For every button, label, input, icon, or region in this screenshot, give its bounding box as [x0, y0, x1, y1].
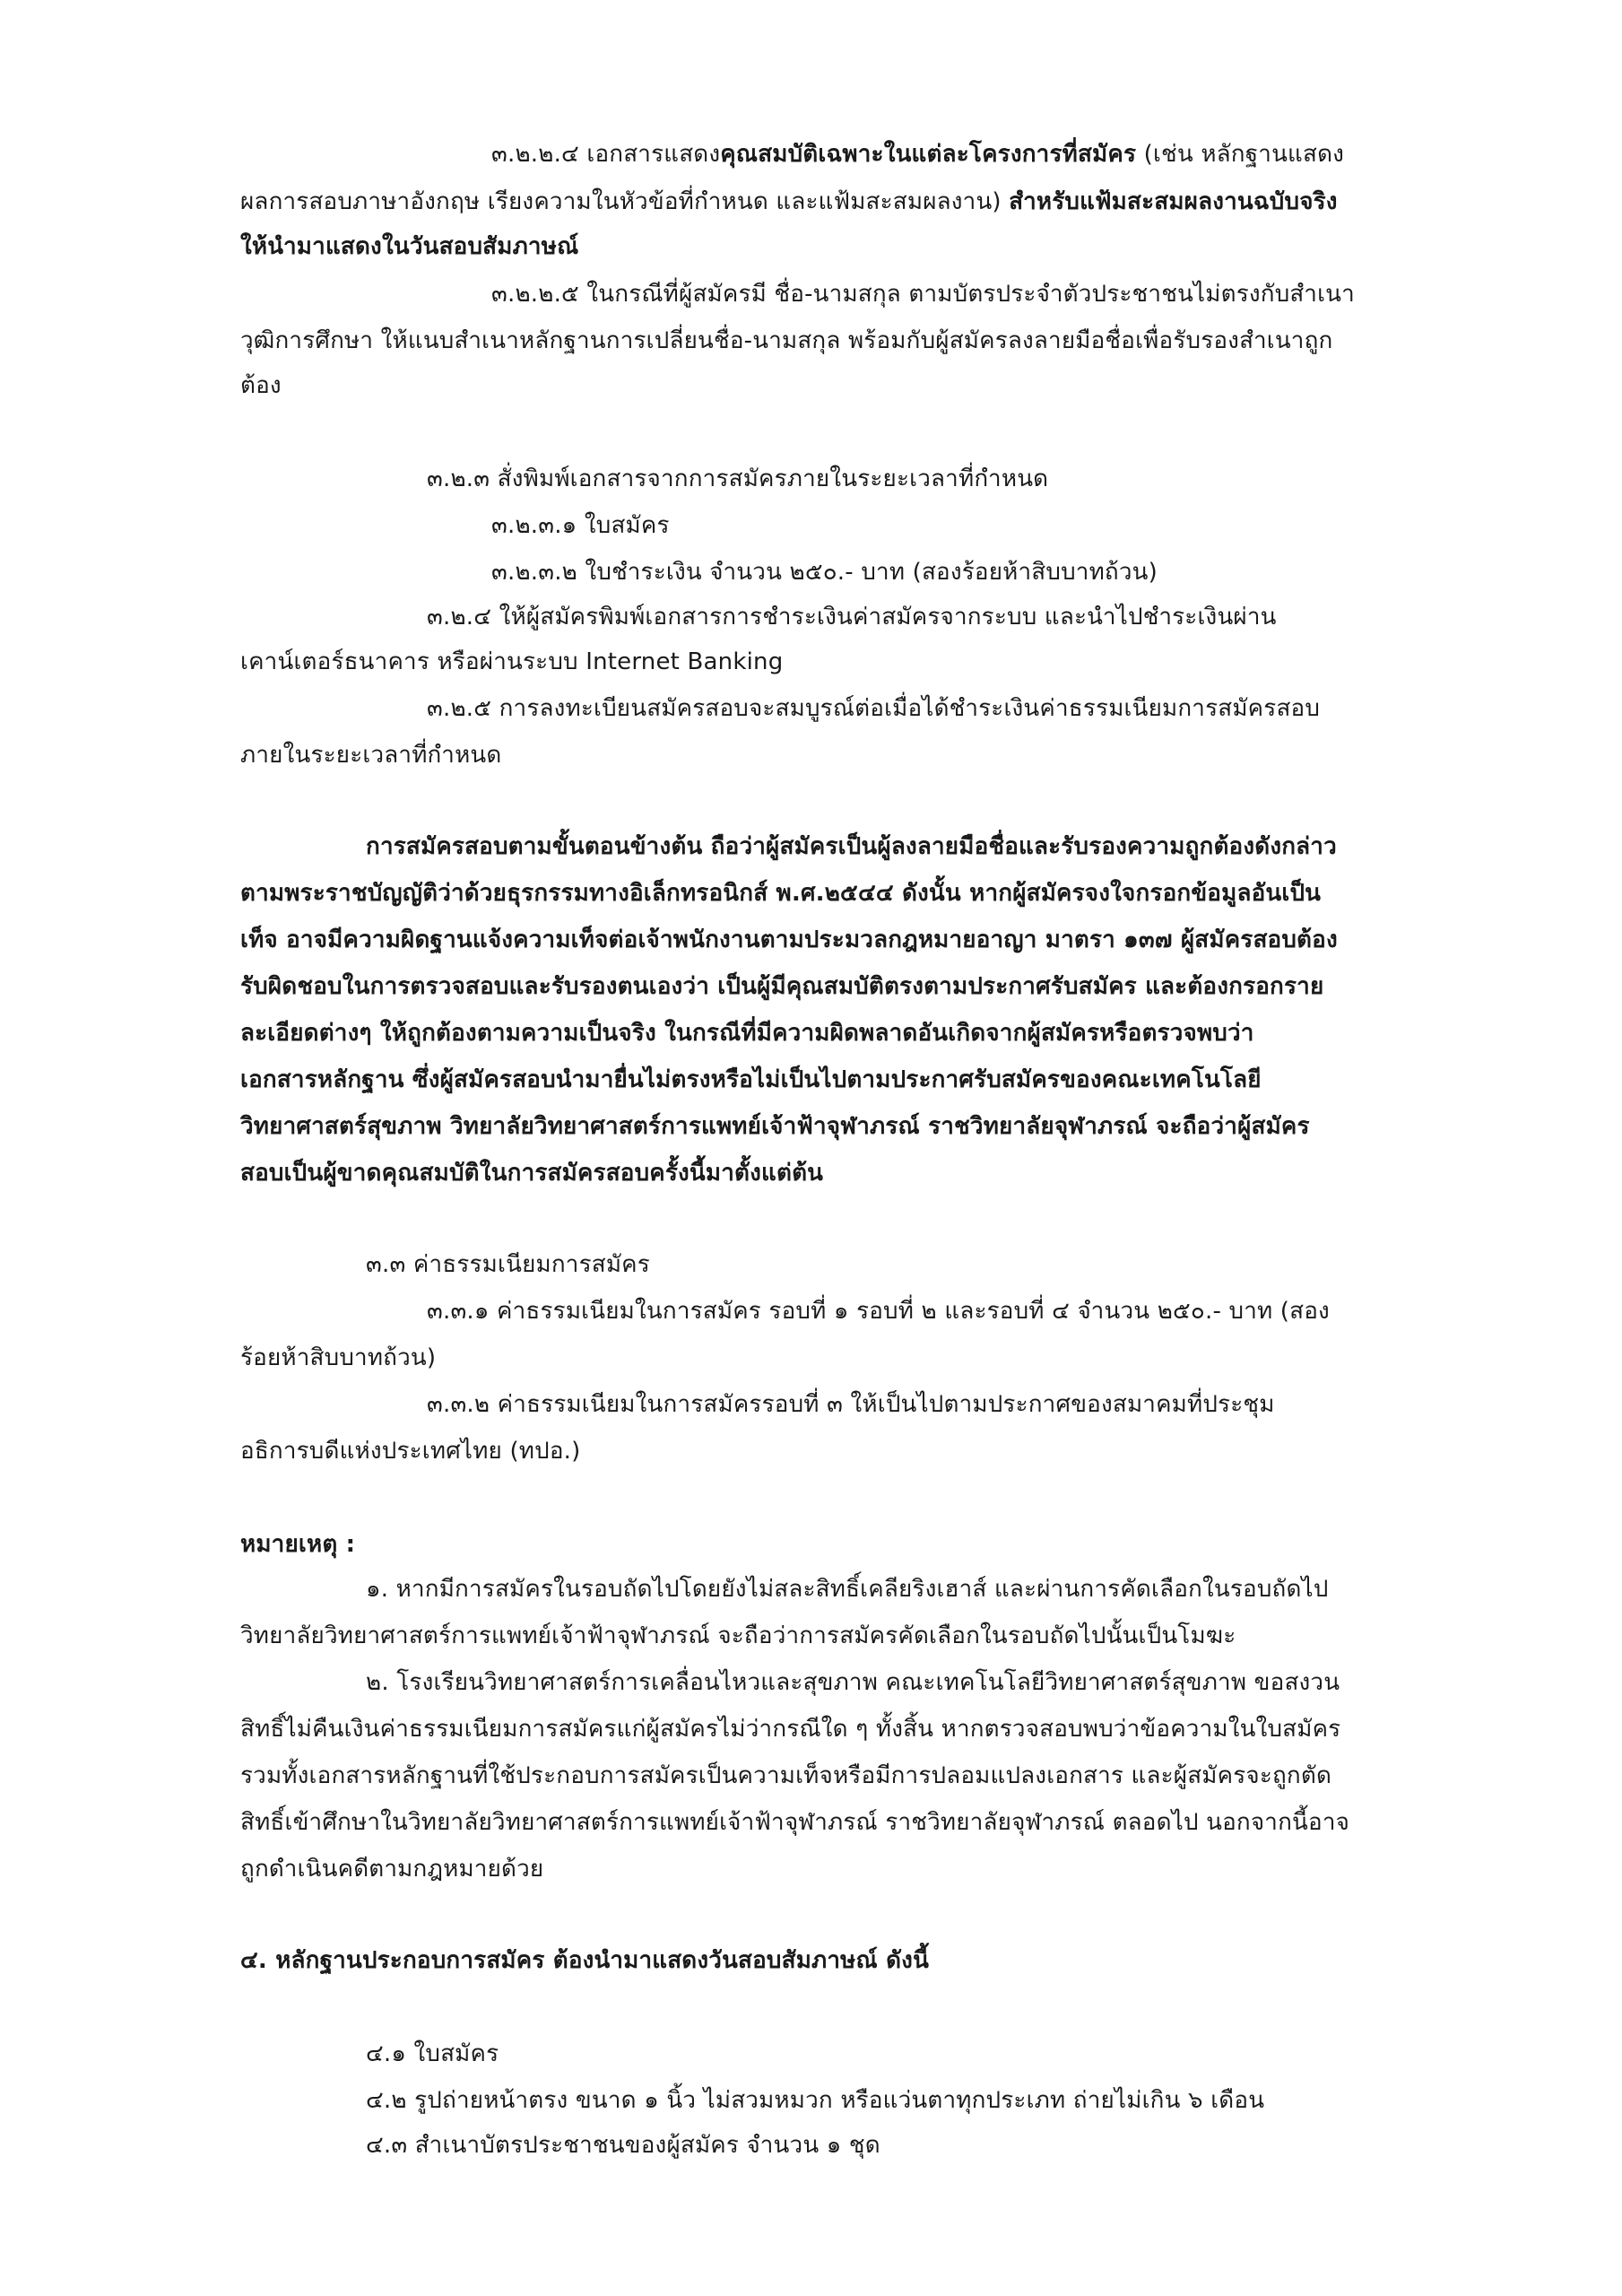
- declaration-line-1: การสมัครสอบตามขั้นตอนข้างต้น ถือว่าผู้สมัครเป็นผู้ลงลายมือชื่อและรับรองความถูกต้องดังกล่าว: [366, 833, 1337, 860]
- section-4-item-2: ๔.๒ รูปถ่ายหน้าตรง ขนาด ๑ นิ้ว ไม่สวมหมวก หรือแว่นตาทุกประเภท ถ่ายไม่เกิน ๖ เดือน: [366, 2087, 1265, 2114]
- para-3-2-2-5-line-1: ๓.๒.๒.๕ ในกรณีที่ผู้สมัครมี ชื่อ-นามสกุล ตามบัตรประจำตัวประชาชนไม่ตรงกับสำเนา: [491, 281, 1355, 308]
- text-segment: ๓.๒.๒.๔ เอกสารแสดง: [491, 141, 721, 168]
- note-2-line-4: สิทธิ์เข้าศึกษาในวิทยาลัยวิทยาศาสตร์การแพทย์เจ้าฟ้าจุฬาภรณ์ ราชวิทยาลัยจุฬาภรณ์ ตลอดไป นอกจากนี้อาจ: [240, 1809, 1350, 1836]
- note-2-line-3: รวมทั้งเอกสารหลักฐานที่ใช้ประกอบการสมัครเป็นความเท็จหรือมีการปลอมแปลงเอกสาร และผู้สมัครจะถูกตัด: [240, 1762, 1332, 1789]
- para-3-2-4-line-1: ๓.๒.๔ ให้ผู้สมัครพิมพ์เอกสารการชำระเงินค่าสมัครจากระบบ และนำไปชำระเงินผ่าน: [427, 604, 1277, 631]
- note-1-line-2: วิทยาลัยวิทยาศาสตร์การแพทย์เจ้าฟ้าจุฬาภรณ์ จะถือว่าการสมัครคัดเลือกในรอบถัดไปนั้นเป็นโมฆะ: [240, 1622, 1236, 1649]
- note-2-line-5: ถูกดำเนินคดีตามกฎหมายด้วย: [240, 1856, 544, 1883]
- section-4-item-1: ๔.๑ ใบสมัคร: [366, 2040, 499, 2067]
- para-3-3-1-line-2: ร้อยห้าสิบบาทถ้วน): [240, 1344, 437, 1371]
- para-3-2-2-5-line-3: ต้อง: [240, 372, 282, 399]
- declaration-line-7: วิทยาศาสตร์สุขภาพ วิทยาลัยวิทยาศาสตร์การแพทย์เจ้าฟ้าจุฬาภรณ์ ราชวิทยาลัยจุฬาภรณ์ จะถือว่าผู้สมัคร: [240, 1113, 1310, 1140]
- para-3-3-1-line-1: ๓.๓.๑ ค่าธรรมเนียมในการสมัคร รอบที่ ๑ รอบที่ ๒ และรอบที่ ๔ จำนวน ๒๕๐.- บาท (สอง: [427, 1298, 1330, 1325]
- note-1-line-1: ๑. หากมีการสมัครในรอบถัดไปโดยยังไม่สละสิทธิ์เคลียริงเฮาส์ และผ่านการคัดเลือกในรอบถัดไป: [366, 1576, 1329, 1603]
- declaration-line-6: เอกสารหลักฐาน ซึ่งผู้สมัครสอบนำมายื่นไม่ตรงหรือไม่เป็นไปตามประกาศรับสมัครของคณะเทคโนโลยี: [240, 1066, 1262, 1093]
- declaration-line-4: รับผิดชอบในการตรวจสอบและรับรองตนเองว่า เป็นผู้มีคุณสมบัติตรงตามประกาศรับสมัคร และต้องกรอกราย: [240, 973, 1324, 1000]
- section-4-heading: ๔. หลักฐานประกอบการสมัคร ต้องนำมาแสดงวันสอบสัมภาษณ์ ดังนี้: [240, 1947, 930, 1974]
- para-3-2-3-title: ๓.๒.๓ สั่งพิมพ์เอกสารจากการสมัครภายในระยะเวลาที่กำหนด: [427, 465, 1049, 492]
- para-3-3-2-line-2: อธิการบดีแห่งประเทศไทย (ทปอ.): [240, 1438, 581, 1465]
- declaration-line-3: เท็จ อาจมีความผิดฐานแจ้งความเท็จต่อเจ้าพนักงานตามประมวลกฎหมายอาญา มาตรา ๑๓๗ ผู้สมัครสอบต้อง: [240, 926, 1338, 953]
- note-2-line-2: สิทธิ์ไม่คืนเงินค่าธรรมเนียมการสมัครแก่ผู้สมัครไม่ว่ากรณีใด ๆ ทั้งสิ้น หากตรวจสอบพบว่าข้อความในใบสมัคร: [240, 1716, 1341, 1743]
- para-3-2-5-line-1: ๓.๒.๕ การลงทะเบียนสมัครสอบจะสมบูรณ์ต่อเมื่อได้ชำระเงินค่าธรรมเนียมการสมัครสอบ: [427, 695, 1321, 722]
- para-3-2-3-1: ๓.๒.๓.๑ ใบสมัคร: [491, 512, 670, 539]
- para-3-2-5-line-2: ภายในระยะเวลาที่กำหนด: [240, 742, 502, 769]
- para-3-2-2-4-line-1: [491, 136, 1344, 172]
- notes-heading: หมายเหตุ :: [240, 1531, 356, 1558]
- section-4-item-3: ๔.๓ สำเนาบัตรประชาชนของผู้สมัคร จำนวน ๑ ชุด: [366, 2132, 880, 2159]
- para-3-2-2-5-line-2: วุฒิการศึกษา ให้แนบสำเนาหลักฐานการเปลี่ยนชื่อ-นามสกุล พร้อมกับผู้สมัครลงลายมือชื่อเพื่อรับรองสำเนาถูก: [240, 327, 1333, 354]
- para-3-2-4-line-2: เคาน์เตอร์ธนาคาร หรือผ่านระบบ Internet Banking: [240, 648, 784, 675]
- declaration-line-2: ตามพระราชบัญญัติว่าด้วยธุรกรรมทางอิเล็กทรอนิกส์ พ.ศ.๒๕๔๔ ดังนั้น หากผู้สมัครจงใจกรอกข้อมูลอันเป็น: [240, 880, 1322, 907]
- note-2-line-1: ๒. โรงเรียนวิทยาศาสตร์การเคลื่อนไหวและสุขภาพ คณะเทคโนโลยีวิทยาศาสตร์สุขภาพ ขอสงวน: [366, 1669, 1340, 1696]
- bold-text-segment: สำหรับแฟ้มสะสมผลงานฉบับจริง: [1009, 188, 1338, 215]
- declaration-line-5: ละเอียดต่างๆ ให้ถูกต้องตามความเป็นจริง ในกรณีที่มีความผิดพลาดอันเกิดจากผู้สมัครหรือตรวจพบว่า: [240, 1020, 1254, 1047]
- text-segment: (เช่น หลักฐานแสดง: [1136, 141, 1345, 168]
- declaration-line-8: สอบเป็นผู้ขาดคุณสมบัติในการสมัครสอบครั้งนี้มาตั้งแต่ต้น: [240, 1160, 824, 1187]
- para-3-2-2-4-line-3: ให้นำมาแสดงในวันสอบสัมภาษณ์: [240, 233, 579, 260]
- para-3-3-2-line-1: ๓.๓.๒ ค่าธรรมเนียมในการสมัครรอบที่ ๓ ให้เป็นไปตามประกาศของสมาคมที่ประชุม: [427, 1391, 1275, 1418]
- para-3-2-3-2: ๓.๒.๓.๒ ใบชำระเงิน จำนวน ๒๕๐.- บาท (สองร้อยห้าสิบบาทถ้วน): [491, 559, 1158, 586]
- text-segment: ผลการสอบภาษาอังกฤษ เรียงความในหัวข้อที่กำหนด และแฟ้มสะสมผลงาน): [240, 188, 1010, 215]
- bold-text-segment: คุณสมบัติเฉพาะในแต่ละโครงการที่สมัคร: [720, 141, 1137, 168]
- para-3-3-title: ๓.๓ ค่าธรรมเนียมการสมัคร: [366, 1251, 650, 1278]
- para-3-2-2-4-line-2: [240, 184, 1338, 220]
